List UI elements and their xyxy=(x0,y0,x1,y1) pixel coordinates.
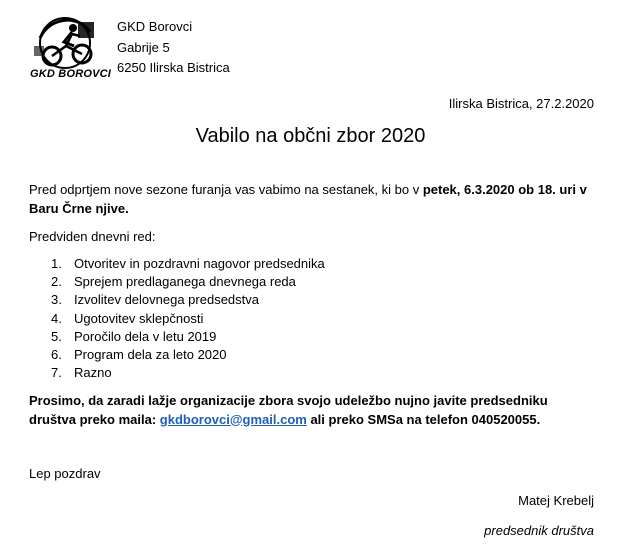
agenda-number: 3. xyxy=(51,292,62,308)
intro-text: Pred odprtjem nove sezone furanja vas vabimo na sestanek, ki bo v xyxy=(29,182,423,197)
letter-title: Vabilo na občni zbor 2020 xyxy=(195,125,426,147)
agenda-text: Otvoritev in pozdravni nagovor predsednika xyxy=(74,256,325,271)
agenda-item xyxy=(51,273,325,291)
logo-text: GKD BOROVCI xyxy=(30,68,112,80)
agenda-text: Razno xyxy=(74,365,112,381)
agenda-text: Ugotovitev sklepčnosti xyxy=(74,310,204,326)
org-name: GKD Borovci xyxy=(117,19,193,34)
signer-name: Matej Krebelj xyxy=(518,493,594,508)
meeting-time-place: petek, 6.3.2020 ob 18. uri v Baru Črne njive. xyxy=(29,182,587,216)
agenda-number: 4. xyxy=(51,310,62,326)
agenda-number: 1. xyxy=(51,256,62,271)
agenda-text: Sprejem predlaganega dnevnega reda xyxy=(74,274,296,290)
agenda-item xyxy=(51,291,325,309)
org-city: 6250 Ilirska Bistrica xyxy=(117,60,230,75)
agenda-item xyxy=(51,310,325,328)
agenda-number: 5. xyxy=(51,328,62,344)
email-link[interactable]: gkdborovci@gmail.com xyxy=(159,411,307,427)
agenda-item xyxy=(51,346,325,364)
agenda-item xyxy=(51,328,325,346)
org-address xyxy=(117,17,230,79)
agenda-item xyxy=(51,255,325,273)
agenda-number: 7. xyxy=(51,365,62,381)
agenda-text: Poročilo dela v letu 2019 xyxy=(74,328,217,344)
club-logo xyxy=(28,16,112,82)
agenda-list xyxy=(51,255,325,382)
notice-text: Prosimo, da zaradi lažje organizacije zbora svojo udeležbo nujno javite predsedniku društva preko maila: xyxy=(29,393,548,427)
org-street: Gabrije 5 xyxy=(117,39,170,55)
notice-phone-text: ali preko SMSa na telefon 040520055. xyxy=(306,411,541,427)
agenda-text: Izvolitev delovnega predsedstva xyxy=(74,292,260,308)
signer-role: predsednik društva xyxy=(484,523,594,538)
agenda-text: Program dela za leto 2020 xyxy=(74,347,227,363)
letter-date: Ilirska Bistrica, 27.2.2020 xyxy=(448,96,594,111)
intro-paragraph xyxy=(29,180,594,218)
closing-greeting: Lep pozdrav xyxy=(29,466,101,481)
agenda-number: 6. xyxy=(51,347,62,363)
agenda-number: 2. xyxy=(51,274,62,290)
rsvp-notice xyxy=(29,392,594,429)
agenda-label: Predviden dnevni red: xyxy=(29,229,156,244)
agenda-item xyxy=(51,364,325,382)
